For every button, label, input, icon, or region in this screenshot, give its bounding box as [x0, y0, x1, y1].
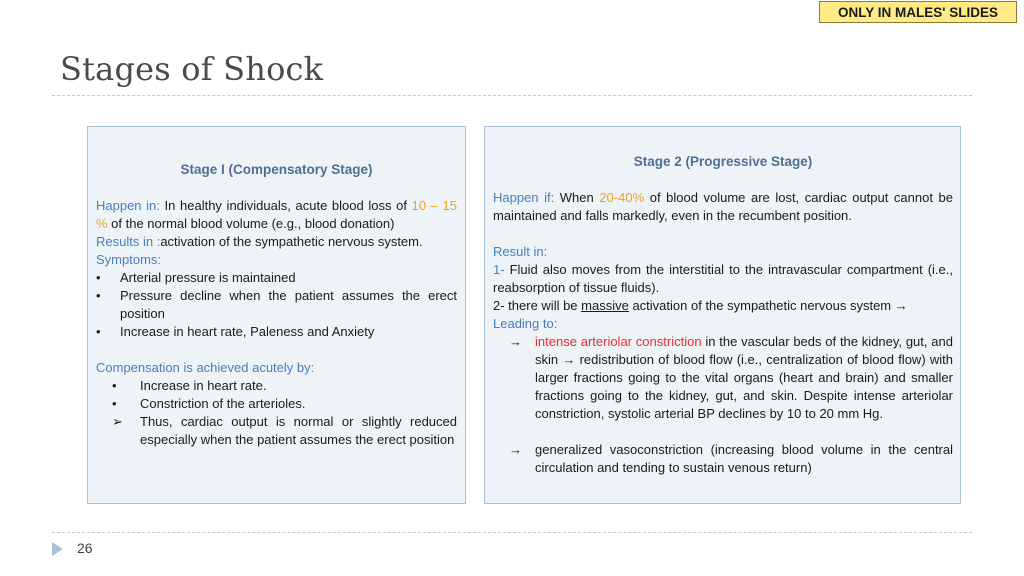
result-2-text-a: 2- there will be [493, 298, 582, 313]
result-2-underline: massive [581, 298, 629, 313]
result-2-text-b: activation of the sympathetic nervous system → [628, 298, 908, 313]
footer-divider [52, 532, 972, 533]
stage1-compensation-label: Compensation is achieved acutely by: [96, 360, 315, 375]
stage1-conclusion: Thus, cardiac output is normal or slightly reduced especially when the patient assumes the erect position [140, 414, 457, 447]
stage2-happen [493, 189, 953, 225]
stage2-heading: Stage 2 (Progressive Stage) [633, 154, 813, 169]
conclusion-item [96, 413, 457, 449]
stage2-leading-label: Leading to: [493, 316, 558, 331]
stage2-result-1 [493, 261, 953, 297]
bullet-icon: • [112, 396, 117, 411]
symptom-text: Pressure decline when the patient assumes the erect position [120, 288, 457, 321]
stage1-happen [96, 197, 457, 233]
compensation-text: Increase in heart rate. [140, 378, 267, 393]
title-divider [52, 95, 972, 96]
stage1-results [96, 233, 457, 251]
stage1-happen-label: Happen in: [96, 198, 160, 213]
stage2-result-label: Result in: [493, 244, 548, 259]
bullet-icon: • [96, 270, 101, 285]
stage1-blood-loss-range: 10 – 15 % [96, 198, 458, 231]
stage1-symptoms-label: Symptoms: [96, 252, 162, 267]
compensation-item [96, 377, 457, 395]
result-1-number: 1- [493, 262, 505, 277]
stage2-volume-loss-range: 20-40% [599, 190, 645, 205]
males-slides-badge: ONLY IN MALES' SLIDES [819, 1, 1017, 23]
symptom-item [96, 323, 457, 341]
symptom-text: Arterial pressure is maintained [120, 270, 296, 285]
stage1-results-text: activation of the sympathetic nervous system. [160, 234, 423, 249]
stage1-heading: Stage I (Compensatory Stage) [180, 162, 373, 177]
stage2-panel [484, 126, 961, 504]
stage1-happen-text-b: of the normal blood volume (e.g., blood donation) [107, 216, 395, 231]
stage2-happen-text-a: When [554, 190, 600, 205]
leading-item [493, 333, 953, 423]
arrow-right-icon: → [509, 334, 522, 349]
stage1-panel [87, 126, 466, 504]
footer-triangle-icon [52, 542, 63, 556]
stage2-happen-text-b: of blood volume are lost, cardiac output cannot be maintained and falls markedly, even in the recumbent position. [493, 190, 953, 223]
stage1-results-label: Results in : [96, 234, 161, 249]
stage2-happen-label: Happen if: [493, 190, 555, 205]
leading-1-highlight: intense arteriolar constriction [535, 334, 702, 349]
leading-2: generalized vasoconstriction (increasing blood volume in the central circulation and tending to sustain venous return) [535, 442, 953, 475]
leading-item [493, 441, 953, 477]
page-title: Stages of Shock [60, 50, 324, 88]
result-1-text: Fluid also moves from the interstitial to the intravascular compartment (i.e., reabsorption of tissue fluids). [493, 262, 953, 295]
leading-1 [535, 333, 953, 423]
page-number: 26 [77, 540, 93, 556]
stage2-result-2 [493, 297, 953, 315]
bullet-icon: • [112, 378, 117, 393]
symptom-item [96, 287, 457, 323]
arrow-bullet-icon: ➢ [112, 414, 123, 429]
leading-1-text: in the vascular beds of the kidney, gut, and skin → redistribution of blood flow (i.e., centralization of blood flow) with larger fractions going to the vital organs (heart and brain) and smaller fractions going to the kidney, gut, and skin. Despite intense arteriolar constriction, systolic arterial BP declines by 10 to 20 mm Hg. [535, 334, 953, 421]
bullet-icon: • [96, 324, 101, 339]
symptom-item [96, 269, 457, 287]
compensation-text: Constriction of the arterioles. [140, 396, 306, 411]
arrow-right-icon: → [509, 442, 522, 457]
compensation-item [96, 395, 457, 413]
stage1-happen-text-a: In healthy individuals, acute blood loss of [159, 198, 412, 213]
symptom-text: Increase in heart rate, Paleness and Anxiety [120, 324, 375, 339]
bullet-icon: • [96, 288, 101, 303]
